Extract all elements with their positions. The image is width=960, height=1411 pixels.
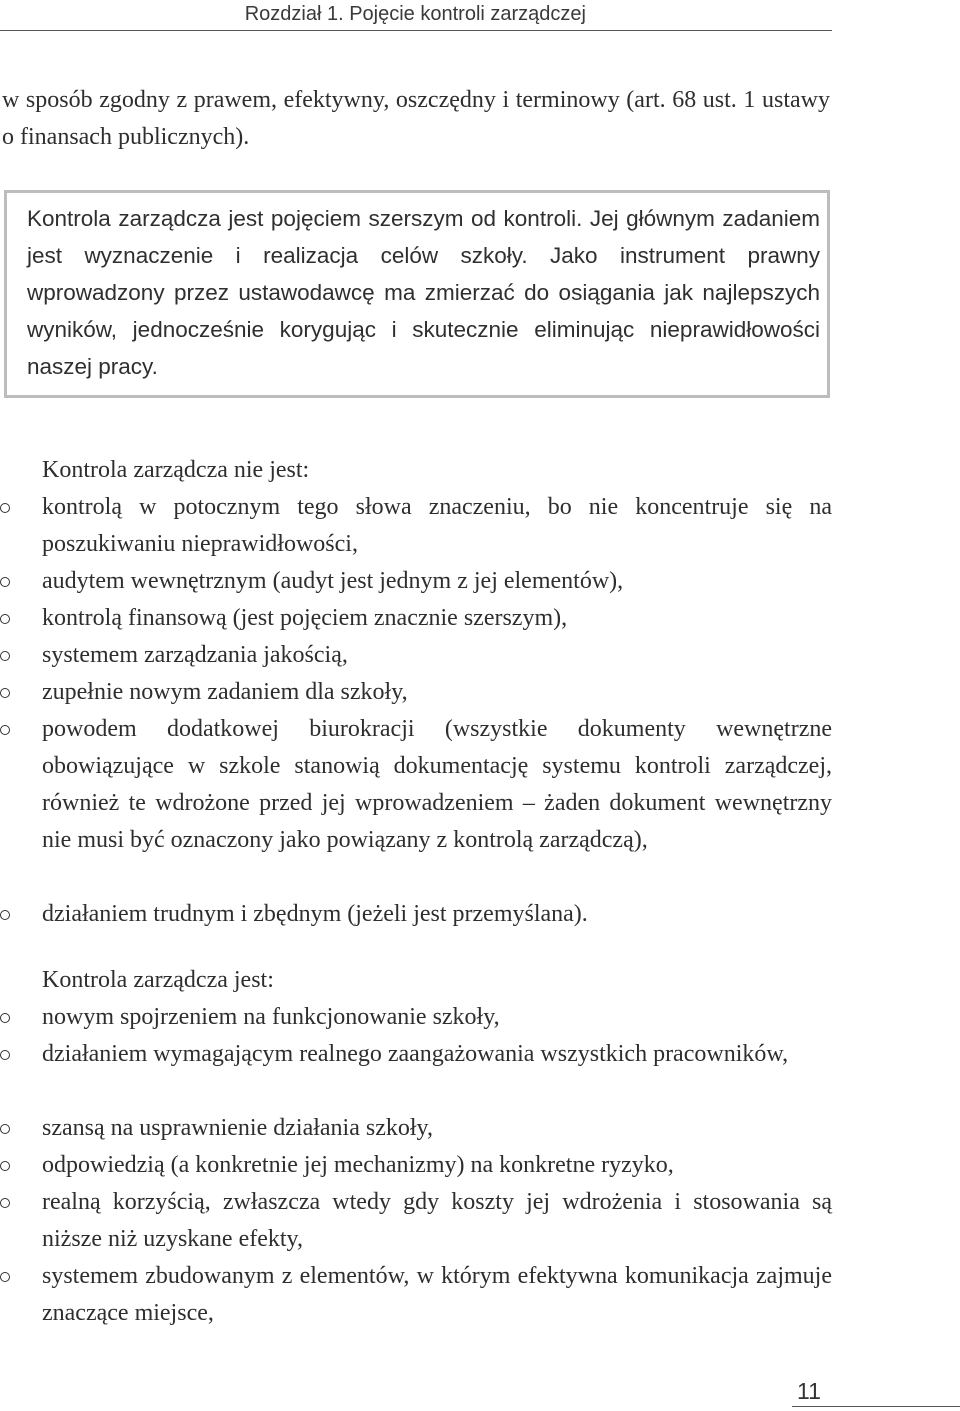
bullet-icon (0, 503, 10, 513)
bullet-icon (0, 725, 10, 735)
bullet-icon (0, 577, 10, 587)
running-header (0, 0, 832, 31)
list-item-text: kontrolą finansową (jest pojęciem znacznie szerszym), (42, 605, 568, 631)
list-item-text: działaniem wymagającym realnego zaangażowania wszystkich pracowników, (42, 1041, 789, 1067)
list-item-text: nowym spojrzeniem na funkcjonowanie szkoły, (42, 1004, 500, 1030)
list-item-text: kontrolą w potocznym tego słowa znaczeniu, bo nie koncentruje się na poszukiwaniu nieprawidłowości, (42, 494, 832, 557)
callout-text: Kontrola zarządcza jest pojęciem szerszym od kontroli. Jej głównym zadaniem jest wyznaczenie i realizacja celów szkoły. Jako instrument prawny wprowadzony przez ustawodawcę ma zmierzać do osiągania jak najlepszych wyników, jednocześnie korygując i skutecznie eliminując nieprawidłowości naszej pracy. (27, 206, 820, 379)
list-item-text: systemem zarządzania jakością, (42, 642, 348, 668)
list-item-text: odpowiedzią (a konkretnie jej mechanizmy) na konkretne ryzyko, (42, 1152, 674, 1178)
bullet-icon (0, 1124, 10, 1134)
not-list-heading: Kontrola zarządcza nie jest: (42, 457, 310, 483)
bullet-icon (0, 688, 10, 698)
bullet-icon (0, 651, 10, 661)
bullet-icon (0, 1050, 10, 1060)
list-item-text: szansą na usprawnienie działania szkoły, (42, 1115, 433, 1141)
callout-box (4, 190, 830, 398)
bullet-icon (0, 1013, 10, 1023)
list-item-text: zupełnie nowym zadaniem dla szkoły, (42, 679, 408, 705)
chapter-title: Rozdział 1. Pojęcie kontroli zarządczej (244, 3, 586, 25)
list-item-text: działaniem trudnym i zbędnym (jeżeli jest przemyślana). (42, 901, 588, 927)
intro-paragraph: w sposób zgodny z prawem, efektywny, oszczędny i terminowy (art. 68 ust. 1 ustawy o finansach publicznych). (2, 87, 830, 150)
list-item-text: powodem dodatkowej biurokracji (wszystkie dokumenty wewnętrzne obowiązujące w szkole stanowią dokumentację systemu kontroli zarządczej, również te wdrożone przed jej wprowadzeniem – żaden dokument wewnętrzny nie musi być oznaczony jako powiązany z kontrolą zarządczą), (42, 716, 832, 853)
bullet-icon (0, 1161, 10, 1171)
is-list-heading: Kontrola zarządcza jest: (42, 967, 274, 993)
list-item-text: systemem zbudowanym z elementów, w którym efektywna komunikacja zajmuje znaczące miejsce, (42, 1263, 832, 1326)
list-item-text: audytem wewnętrznym (audyt jest jednym z jej elementów), (42, 568, 624, 594)
bullet-icon (0, 910, 10, 920)
bullet-icon (0, 1198, 10, 1208)
bullet-icon (0, 614, 10, 624)
page-number: 11 (797, 1378, 821, 1404)
bullet-icon (0, 1272, 10, 1282)
page-number-rule (792, 1406, 960, 1407)
list-item-text: realną korzyścią, zwłaszcza wtedy gdy koszty jej wdrożenia i stosowania są niższe niż uzyskane efekty, (42, 1189, 832, 1252)
